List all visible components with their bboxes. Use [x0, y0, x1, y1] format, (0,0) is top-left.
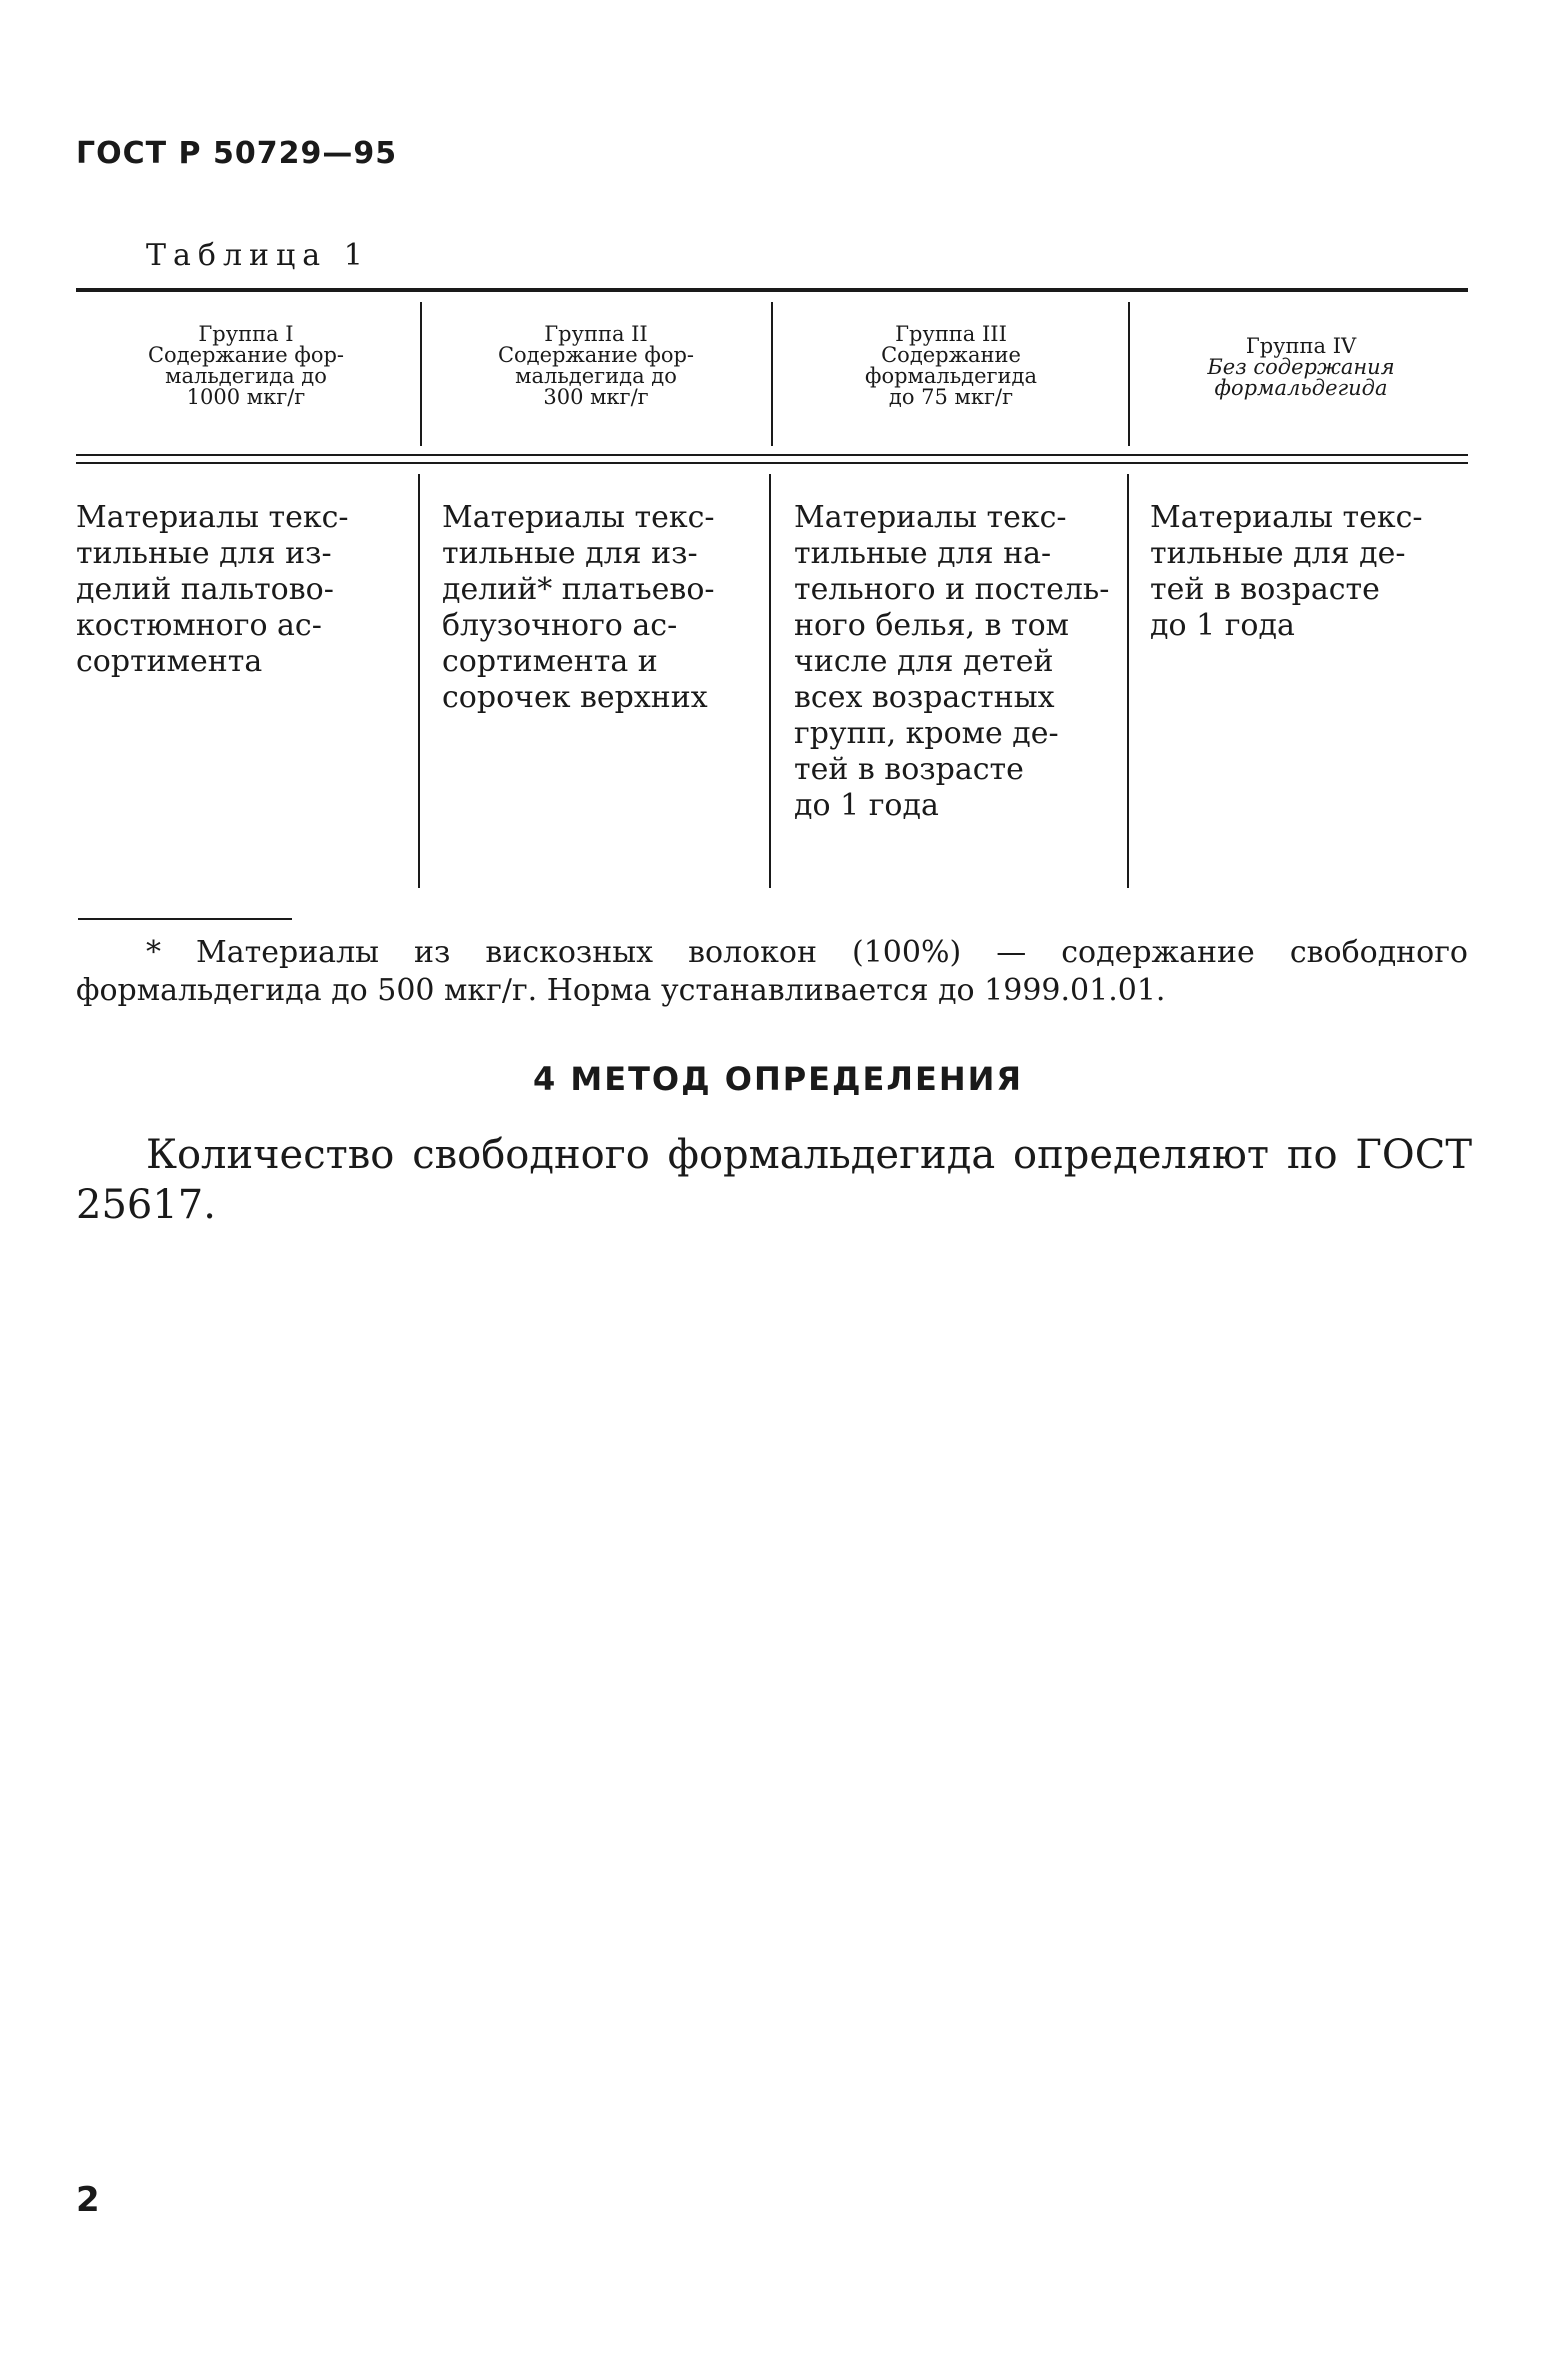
column-divider: [418, 474, 420, 888]
section-heading: 4 МЕТОД ОПРЕДЕЛЕНИЯ: [532, 1060, 1024, 1098]
column-header-subtitle: Без содержания формальдегида: [1207, 355, 1395, 400]
footnote: * Материалы из вискозных волокон (100%) — содержание свободного формальдегида до 500 мкг/г. Норма устанавливается до 1999.01.01.: [76, 935, 1468, 1008]
table-cell-group-3: Материалы текс- тильные для на- тельного и постель- ного белья, в том числе для детей всех возрастных групп, кроме де- тей в возрасте до 1 года: [794, 500, 1110, 823]
column-header-group-1: [76, 324, 416, 408]
column-header-title: Группа III: [895, 322, 1007, 346]
requirements-table: [76, 288, 1468, 898]
column-header-title: Группа IV: [1245, 334, 1357, 358]
column-divider: [771, 302, 773, 446]
column-header-group-2: [426, 324, 766, 408]
section-paragraph: Количество свободного формальдегида определяют по ГОСТ 25617.: [76, 1132, 1472, 1228]
table-top-rule: [76, 288, 1468, 292]
column-header-title: Группа II: [544, 322, 648, 346]
document-code: ГОСТ Р 50729—95: [76, 136, 398, 171]
footnote-rule: [78, 918, 292, 920]
table-caption: Таблица 1: [146, 238, 370, 273]
column-header-subtitle: Содержание формальдегида до 75 мкг/г: [865, 343, 1037, 409]
page-number: 2: [76, 2180, 100, 2220]
column-header-subtitle: Содержание фор- мальдегида до 1000 мкг/г: [147, 343, 345, 409]
table-cell-group-4: Материалы текс- тильные для де- тей в возрасте до 1 года: [1150, 500, 1423, 643]
column-divider: [420, 302, 422, 446]
column-divider: [1127, 474, 1129, 888]
column-header-subtitle: Содержание фор- мальдегида до 300 мкг/г: [497, 343, 695, 409]
header-separator-rule: [76, 454, 1468, 456]
column-header-group-3: [776, 324, 1126, 408]
table-cell-group-2: Материалы текс- тильные для из- делий* платьево- блузочного ас- сортимента и сорочек верхних: [442, 500, 715, 715]
table-cell-group-1: Материалы текс- тильные для из- делий пальтово- костюмного ас- сортимента: [76, 500, 349, 679]
column-divider: [769, 474, 771, 888]
column-header-group-4: [1134, 336, 1468, 399]
header-separator-rule-2: [76, 462, 1468, 464]
column-divider: [1128, 302, 1130, 446]
column-header-title: Группа I: [198, 322, 294, 346]
